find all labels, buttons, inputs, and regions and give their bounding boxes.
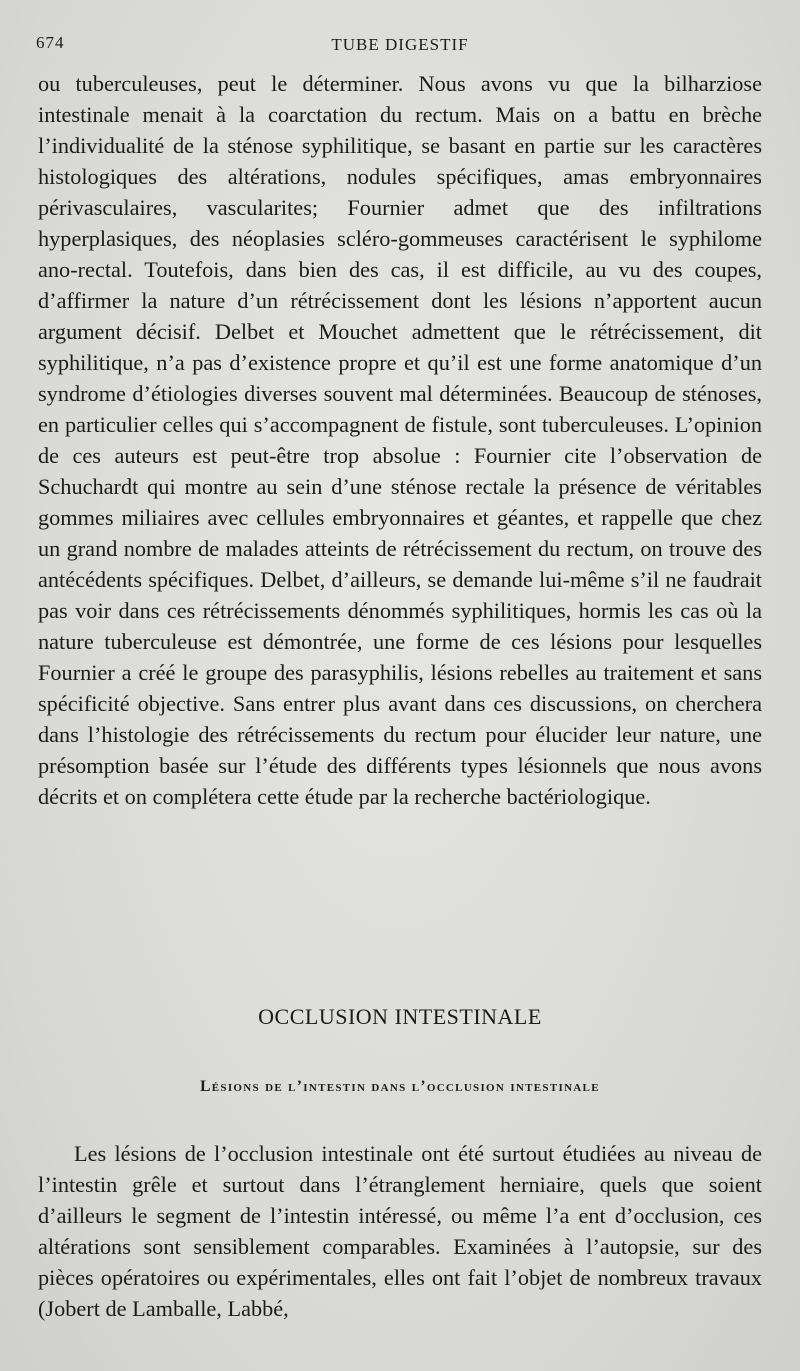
body-text-block-1 xyxy=(38,68,762,812)
section-title: OCCLUSION INTESTINALE xyxy=(258,1004,542,1029)
paragraph-continuation: ou tuberculeuses, peut le déterminer. Nous avons vu que la bilharziose intestinale menait à la coarctation du rectum. Mais on a battu en brèche l’individualité de la sténose syphilitique, se basant en partie sur les caractères histologiques des altérations, nodules spécifiques, amas embryonnaires périvasculaires, vascularites; Fournier admet que des infiltrations hyperplasiques, des néoplasies scléro-gommeuses caractérisent le syphilome ano-rectal. Toutefois, dans bien des cas, il est difficile, au vu des coupes, d’affirmer la nature d’un rétrécissement dont les lésions n’apportent aucun argument décisif. Delbet et Mouchet admettent que le rétrécissement, dit syphilitique, n’a pas d’existence propre et qu’il est une forme anatomique d’un syndrome d’étiologies diverses souvent mal déterminées. Beaucoup de sténoses, en particulier celles qui s’accompagnent de fistule, sont tuberculeuses. L’opinion de ces auteurs est peut-être trop absolue : Fournier cite l’observation de Schuchardt qui montre au sein d’une sténose rectale la présence de véritables gommes miliaires avec cellules embryonnaires et géantes, et rappelle que chez un grand nombre de malades atteints de rétrécissement du rectum, on trouve des antécédents spécifiques. Delbet, d’ailleurs, se demande lui-même s’il ne faudrait pas voir dans ces rétrécissements dénommés syphilitiques, hormis les cas où la nature tuberculeuse est démontrée, une forme de ces lésions pour lesquelles Fournier a créé le groupe des parasyphilis, lésions rebelles au traitement et sans spécificité objective. Sans entrer plus avant dans ces discussions, on cherchera dans l’histologie des rétrécissements du rectum pour élucider leur nature, une présomption basée sur l’étude des différents types lésionnels que nous avons décrits et on complétera cette étude par la recherche bactériologique. xyxy=(38,71,762,809)
paragraph-lesions: Les lésions de l’occlusion intestinale ont été surtout étudiées au niveau de l’intestin grêle et surtout dans l’étranglement herniaire, quels que soient d’ailleurs le segment de l’intestin intéressé, ou même l’a ent d’occlusion, ces altérations sont sensiblement comparables. Examinées à l’autopsie, sur des pièces opératoires ou expérimentales, elles ont fait l’objet de nombreux travaux (Jobert de Lamballe, Labbé, xyxy=(38,1141,762,1321)
subsection-title: Lésions de l’intestin dans l’occlusion intestinale xyxy=(200,1078,600,1095)
running-title: TUBE DIGESTIF xyxy=(331,35,469,54)
running-head xyxy=(36,30,764,60)
body-text-block-2 xyxy=(38,1138,762,1324)
page-number: 674 xyxy=(36,33,65,52)
